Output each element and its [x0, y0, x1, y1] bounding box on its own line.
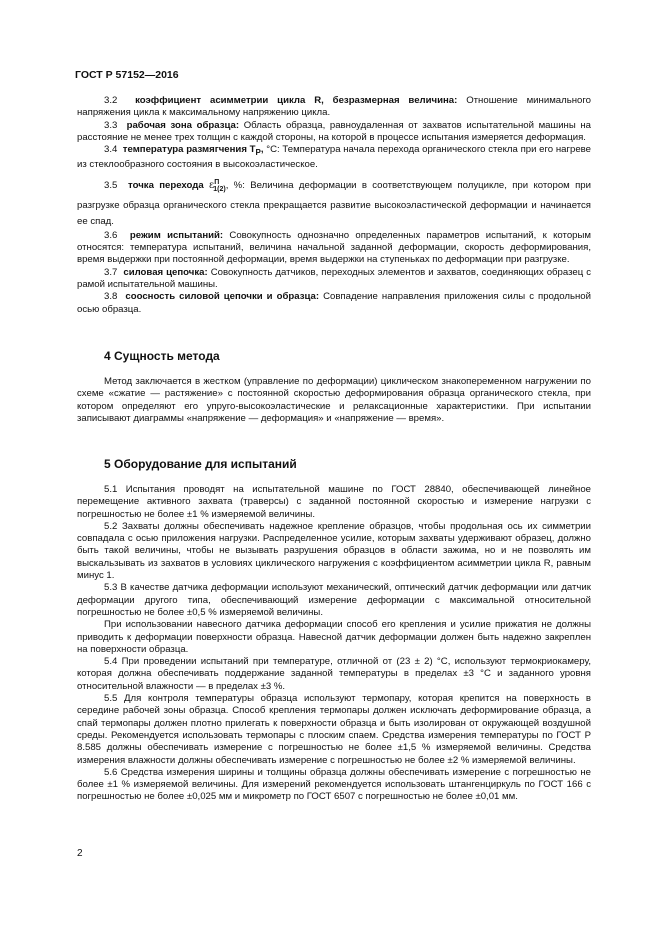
- definition-3-7: 3.7 силовая цепочка: Совокупность датчиков, переходных элементов и захватов, соединяющих образец с рамой испытательной машины.: [77, 266, 592, 290]
- paragraph-5-5: 5.5 Для контроля температуры образца используют термопару, которая крепится на поверхность в середине рабочей зоны образца. Способ крепления термопары должен исключать деформирование образца, а спай термопары должен плотно прилегать к поверхности образца и быть изолирован от окружающей воздушной среды. Рекомендуется использовать термопары с плоским спаем. Средства измерения температуры по ГОСТ Р 8.585 должны обеспечивать измерение с погрешностью не более ±1,5 % измеряемой величины. Средства измерения влажности должны обеспечивать измерение с погрешностью не более ±2 % измеряемой величины.: [77, 693, 591, 766]
- section-5-body: [77, 484, 591, 804]
- paragraph-5-3-cont: При использовании навесного датчика деформации способ его крепления и усилие прижатия не должны приводить к деформации поверхности образца. Навесной датчик деформации должен быть надежно закреплен на поверхности образца.: [77, 619, 591, 655]
- definition-3-5: 3.5 точка перехода $\varepsilon^П_{1(2)}$, %: Величина деформации в соответствующем полуцикле, при котором при разгрузке образца органического стекла прекращается развитие высокоэластической деформации и начинается ее спад.: [77, 178, 591, 227]
- definition-3-2: 3.2 коэффициент асимметрии цикла R, безразмерная величина: Отношение минимального напряжения цикла к максимальному напряжению цикла.: [77, 95, 591, 119]
- paragraph-5-4: 5.4 При проведении испытаний при температуре, отличной от (23 ± 2) °С, используют термокриокамеру, которая должна обеспечивать поддержание заданной температуры в пределах ±3 °С и заданного уровня относительной влажности — в пределах ±3 %.: [77, 656, 591, 692]
- definition-3-8: 3.8 соосность силовой цепочки и образца: Совпадение направления приложения силы с продольной осью образца.: [77, 291, 591, 315]
- section-5-heading: 5 Оборудование для испытаний: [104, 457, 297, 471]
- page-number: 2: [77, 848, 83, 859]
- definitions-block: [77, 95, 591, 316]
- paragraph-5-6: 5.6 Средства измерения ширины и толщины образца должны обеспечивать измерение с погрешностью не более ±1 % измеряемой величины. Для измерений рекомендуется использовать штангенциркуль по ГОСТ 166 с погрешностью не более ±0,025 мм и микрометр по ГОСТ 6507 с погрешностью не более ±0,01 мм.: [77, 766, 591, 803]
- paragraph-5-3: 5.3 В качестве датчика деформации используют механический, оптический датчик деформации или датчик деформации другого типа, обеспечивающий измерение деформации с максимальной относительной погрешностью не более ±0,5 % измеряемой величины.: [77, 582, 591, 618]
- paragraph-5-1: 5.1 Испытания проводят на испытательной машине по ГОСТ 28840, обеспечивающей линейное перемещение активного захвата (траверсы) с заданной постоянной скоростью и измерение нагрузки с погрешностью не более ±1 % измеряемой величины.: [77, 484, 591, 520]
- paragraph-5-2: 5.2 Захваты должны обеспечивать надежное крепление образцов, чтобы продольная ось их симметрии совпадала с осью приложения нагрузки. Распределенное усилие, которым захваты удерживают образец, должно быть такой величины, чтобы не вызывать разрушения образцов в области зажима, но и не позволять им выскальзывать из захватов в условиях циклического нагружения с коэффициентом асимметрии цикла R, равным минус 1.: [77, 520, 591, 582]
- definition-3-6: 3.6 режим испытаний: Совокупность однозначно определенных параметров испытаний, к которым относятся: температура испытаний, величина начальной заданной деформации, скорость деформирования, время выдержки при постоянной деформации, время выдержки на ступеньках по деформации при разгрузке.: [77, 229, 591, 266]
- definition-3-4: 3.4 температура размягчения $T_P$, °С: Температура начала перехода органического стекла при его нагреве из стеклообразного состояния в высокоэластическое.: [77, 144, 591, 171]
- standard-header: ГОСТ Р 57152—2016: [75, 69, 179, 81]
- section-4-body: [77, 376, 591, 425]
- section-4-paragraph: Метод заключается в жестком (управление по деформации) циклическом знакопеременном нагружении по схеме «сжатие — растяжение» с постоянной скоростью деформирования образца органического стекла, при котором определяют его упруго-высокоэластические и релаксационные характеристики. При испытании записывают диаграммы «напряжение — деформация» и «напряжение — время».: [77, 376, 591, 424]
- section-4-heading: 4 Сущность метода: [104, 349, 220, 363]
- definition-3-3: 3.3 рабочая зона образца: Область образца, равноудаленная от захватов испытательной машины на расстояние не менее трех толщин с каждой стороны, на которой в процессе испытания измеряется деформация.: [77, 119, 592, 143]
